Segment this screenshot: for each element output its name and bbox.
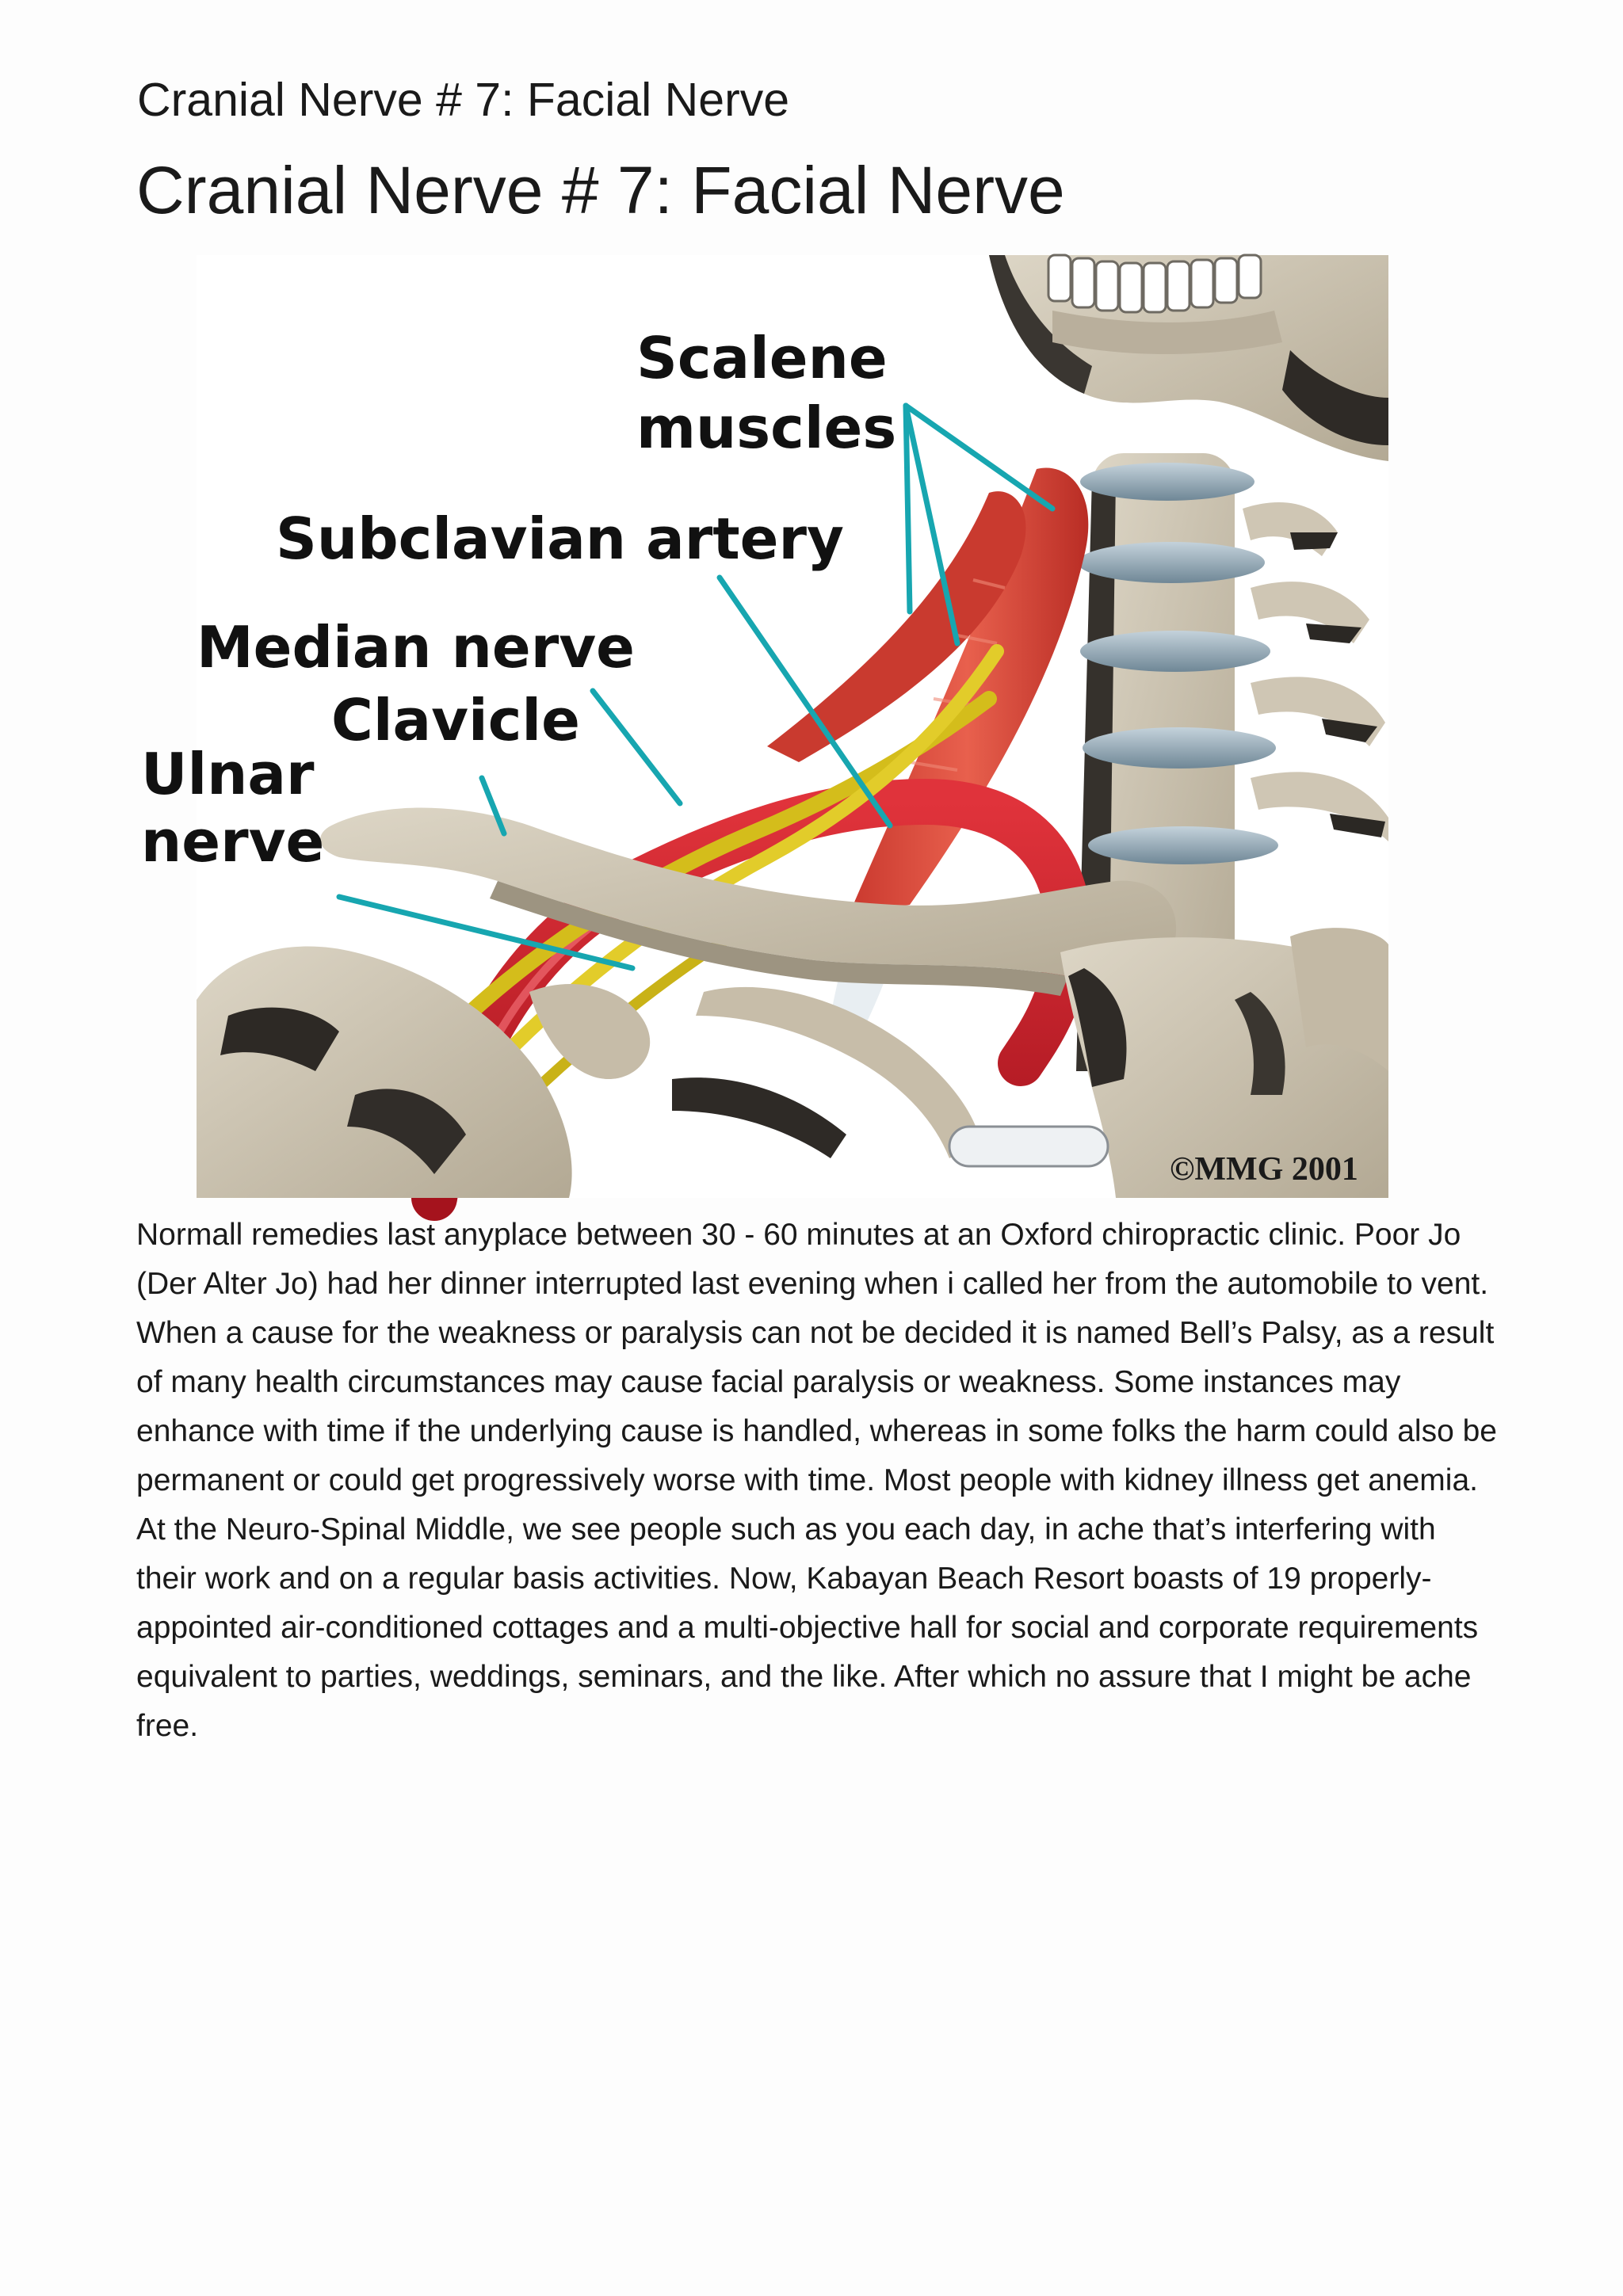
page-title: Cranial Nerve # 7: Facial Nerve: [136, 153, 1065, 227]
label-ulnar-line2: nerve: [141, 808, 325, 875]
body-paragraph: Normall remedies last anyplace between 30 - 60 minutes at an Oxford chiropractic clinic. Poor Jo (Der Alter Jo) had her dinner interrupted last evening when i called her from the automobile to vent. When a cause for the weakness or paralysis can not be decided it is named Bell’s Palsy, as a result of many health circumstances may cause facial paralysis or weakness. Some instances may enhance with time if the underlying cause is handled, whereas in some folks the harm could also be permanent or could get progressively worse with time. Most people with kidney illness get anemia. At the Neuro-Spinal Middle, we see people such as you each day, in ache that’s interfering with their work and on a regular basis activities. Now, Kabayan Beach Resort boasts of 19 properly-appointed air-conditioned cottages and a multi-objective hall for social and corporate requirements equivalent to parties, weddings, seminars, and the like. After which no assure that I might be ache free.: [136, 1218, 1497, 1743]
label-subclavian-artery: Subclavian artery: [276, 505, 844, 572]
label-clavicle: Clavicle: [331, 687, 580, 753]
anatomy-illustration: [141, 255, 1388, 1198]
anatomy-figure: [141, 255, 1388, 1198]
label-scalene-line2: muscles: [636, 395, 897, 461]
label-scalene-line1: Scalene: [636, 325, 888, 391]
label-ulnar-line1: Ulnar: [141, 741, 315, 807]
copyright-notice: ©MMG 2001: [1170, 1151, 1358, 1188]
label-median-nerve: Median nerve: [197, 614, 635, 681]
page-header: Cranial Nerve # 7: Facial Nerve: [137, 74, 790, 126]
